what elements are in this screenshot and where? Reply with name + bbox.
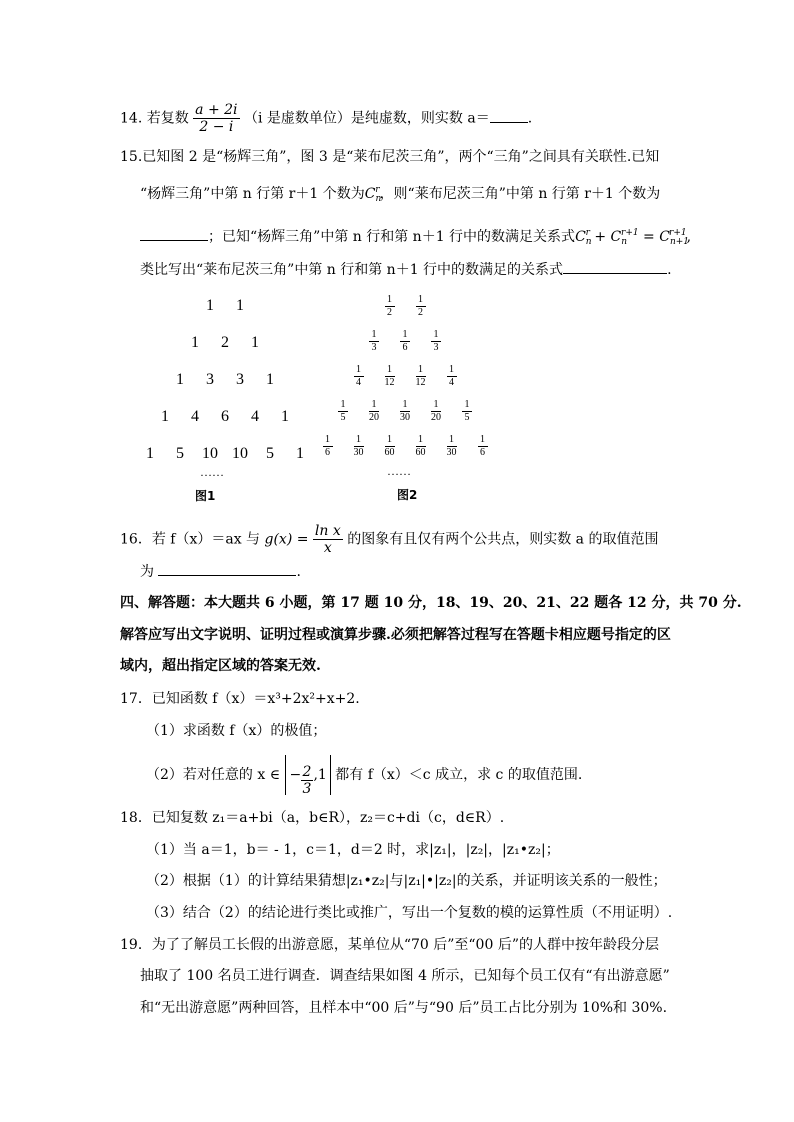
- yanghui-entry: 1: [146, 445, 154, 462]
- leibniz-entry: [411, 294, 431, 319]
- leibniz-denominator: 20: [369, 412, 379, 423]
- leibniz-denominator: 2: [418, 307, 423, 318]
- yanghui-entry: 1: [251, 334, 259, 351]
- q17-part2b: 都有 f（x）＜c 成立，求 c 的取值范围.: [335, 767, 583, 783]
- leibniz-denominator: 60: [415, 447, 426, 458]
- leibniz-numerator: 1: [385, 434, 395, 447]
- leibniz-numerator: 1: [354, 434, 364, 447]
- leibniz-numerator: 1: [385, 364, 395, 377]
- q14-frac-num: a + 2i: [195, 102, 238, 118]
- leibniz-entry: [380, 364, 400, 389]
- leibniz-denominator: 5: [340, 412, 346, 423]
- yanghui-entry: 3: [236, 371, 244, 388]
- figure2-caption: 图2: [397, 488, 418, 502]
- leibniz-entry: [395, 399, 415, 424]
- yanghui-entry: 4: [251, 408, 259, 425]
- yanghui-entry: 3: [206, 371, 214, 388]
- leibniz-entry: [411, 364, 431, 389]
- leibniz-denominator: 2: [387, 307, 392, 318]
- leibniz-numerator: 1: [447, 364, 457, 377]
- leibniz-numerator: 1: [416, 294, 426, 307]
- leibniz-denominator: 12: [415, 377, 426, 388]
- yanghui-entry: 10: [232, 445, 248, 462]
- yanghui-entry: 4: [191, 408, 199, 425]
- yanghui-entry: 1: [236, 297, 244, 314]
- q17-part2a: （2）若对任意的 x ∈: [146, 767, 281, 783]
- leibniz-entry: [349, 364, 369, 389]
- q16-frac-num: ln x: [314, 523, 341, 539]
- leibniz-entry: [318, 434, 338, 459]
- leibniz-numerator: 1: [416, 434, 426, 447]
- q16-answer-blank[interactable]: [158, 575, 296, 576]
- leibniz-numerator: 1: [431, 329, 441, 342]
- leibniz-denominator: 30: [353, 447, 364, 458]
- q18-part2: （2）根据（1）的计算结果猜想|z₁•z₂|与|z₁|•|z₂|的关系，并证明该关系的一般性；: [146, 873, 667, 889]
- yanghui-entry: 1: [206, 297, 214, 314]
- section4-line2: 解答应写出文字说明、证明过程或演算步骤.必须把解答过程写在答题卡相应题号指定的区: [120, 627, 671, 643]
- leibniz-denominator: 30: [446, 447, 457, 458]
- q17-fraction: [301, 764, 314, 797]
- q15-line2a: “杨辉三角”中第 n 行第 r＋1 个数为: [140, 186, 365, 202]
- q16-end: .: [296, 564, 301, 580]
- leibniz-numerator: 1: [354, 364, 364, 377]
- yanghui-entry: 5: [176, 445, 184, 462]
- q16-line1: [120, 523, 658, 556]
- leibniz-numerator: 1: [323, 434, 333, 447]
- q17-minus: −: [289, 767, 302, 783]
- leibniz-numerator: 1: [369, 399, 379, 412]
- q16-fraction: [313, 523, 343, 556]
- leibniz-denominator: 6: [402, 342, 408, 353]
- q16-g: g(x) =: [264, 531, 309, 548]
- yanghui-entry: 6: [221, 408, 229, 425]
- leibniz-entry: [442, 364, 462, 389]
- leibniz-numerator: 1: [385, 294, 395, 307]
- q14-suffix: .: [527, 110, 533, 127]
- q14-number: 14.: [120, 110, 143, 127]
- q18-part3: （3）结合（2）的结论进行类比或推广，写出一个复数的模的运算性质（不用证明）.: [146, 905, 673, 921]
- q16-frac-den: x: [323, 540, 332, 556]
- figure2-dots: ……: [387, 464, 411, 478]
- leibniz-denominator: 4: [356, 377, 361, 388]
- leibniz-denominator: 20: [431, 412, 441, 423]
- q19-line1: 19．为了了解员工长假的出游意愿，某单位从“70 后”至“00 后”的人群中按年龄段分层: [120, 937, 659, 953]
- leibniz-numerator: 1: [447, 434, 457, 447]
- q16-line2-text: 为: [140, 564, 154, 580]
- q15-line3a: ；已知“杨辉三角”中第 n 行和第 n＋1 行中的数满足关系式: [208, 229, 576, 245]
- leibniz-entry: [411, 434, 431, 459]
- q17-frac-num: 2: [302, 763, 312, 780]
- leibniz-denominator: 3: [433, 342, 439, 353]
- leibniz-denominator: 30: [400, 412, 410, 423]
- q17-part1: （1）求函数 f（x）的极值；: [146, 723, 327, 739]
- q17-part2: [146, 750, 582, 800]
- leibniz-numerator: 1: [400, 329, 410, 342]
- leibniz-entry: [364, 399, 384, 424]
- q15-line4-text: 类比写出“莱布尼茨三角”中第 n 行和第 n＋1 行中的数满足的关系式: [140, 262, 564, 278]
- leibniz-entry: [349, 434, 369, 459]
- q15-line3: ；已知“杨辉三角”中第 n 行和第 n＋1 行中的数满足关系式$C_n^r + C_n^{r+1} = C_{n+1}^{r+1}$,: [140, 223, 691, 252]
- yanghui-entry: 1: [296, 445, 304, 462]
- q14: [120, 102, 532, 135]
- yanghui-entry: 10: [202, 445, 218, 462]
- section4-line1: 四、解答题：本大题共 6 小题，第 17 题 10 分，18、19、20、21、22 题各 12 分，共 70 分.: [120, 595, 742, 611]
- q15-line1: 15.已知图 2 是“杨辉三角”，图 3 是“莱布尼茨三角”，两个“三角”之间具有关联性.已知: [120, 149, 660, 165]
- leibniz-numerator: 1: [369, 329, 379, 342]
- leibniz-entry: [426, 329, 446, 354]
- q17-frac-den: 3: [302, 780, 312, 797]
- leibniz-entry: [380, 434, 400, 459]
- leibniz-numerator: 1: [478, 434, 488, 447]
- q14-answer-blank[interactable]: [490, 122, 528, 123]
- leibniz-entry: [333, 399, 353, 424]
- leibniz-numerator: 1: [338, 399, 348, 412]
- leibniz-denominator: 6: [325, 447, 330, 458]
- leibniz-denominator: 6: [480, 447, 485, 458]
- q15-line2b: ，则“莱布尼茨三角”中第 n 行第 r＋1 个数为: [379, 186, 661, 202]
- q14-fraction: [193, 102, 239, 135]
- q19-line3: 和“无出游意愿”两种回答，且样本中“00 后”与“90 后”员工占比分别为 10%和 30%.: [140, 1000, 668, 1016]
- q16-line2: [140, 562, 301, 582]
- section4-line3: 域内，超出指定区域的答案无效.: [120, 658, 321, 674]
- leibniz-entry: [473, 434, 493, 459]
- q15-line4: [140, 260, 672, 280]
- leibniz-denominator: 3: [371, 342, 377, 353]
- q18-part1: （1）当 a＝1，b＝ - 1，c＝1，d＝2 时，求|z₁|，|z₂|，|z₁•z₂|；: [146, 842, 560, 858]
- q15-blank1[interactable]: [140, 240, 208, 241]
- q17-stem: 17．已知函数 f（x）＝x³+2x²+x+2.: [120, 691, 360, 707]
- leibniz-entry: [364, 329, 384, 354]
- leibniz-numerator: 1: [400, 399, 410, 412]
- q14-frac-den: 2 − i: [199, 119, 234, 135]
- leibniz-denominator: 60: [384, 447, 395, 458]
- leibniz-denominator: 4: [449, 377, 454, 388]
- q16-line1b: 的图象有且仅有两个公共点，则实数 a 的取值范围: [347, 531, 659, 548]
- q17-tail: ,1: [313, 767, 327, 783]
- leibniz-entry: [380, 294, 400, 319]
- q14-prefix: 若复数: [146, 110, 189, 127]
- figure-yanghui-triangle: [130, 295, 310, 505]
- leibniz-denominator: 5: [464, 412, 470, 423]
- leibniz-numerator: 1: [462, 399, 472, 412]
- q15-relation: $C_n^r + C_n^{r+1} = C_{n+1}^{r+1}$: [575, 228, 690, 247]
- q19-line2: 抽取了 100 名员工进行调查．调查结果如图 4 所示，已知每个员工仅有“有出游意愿”: [140, 968, 670, 984]
- yanghui-entry: 5: [266, 445, 274, 462]
- leibniz-numerator: 1: [416, 364, 426, 377]
- figure1-dots: ……: [200, 465, 224, 479]
- leibniz-entry: [457, 399, 477, 424]
- yanghui-entry: 1: [266, 371, 274, 388]
- figure1-caption: 图1: [195, 489, 216, 503]
- yanghui-entry: 1: [161, 408, 169, 425]
- yanghui-entry: 1: [281, 408, 289, 425]
- q17-interval: [285, 755, 331, 795]
- q16-line1a: 16．若 f（x）＝ax 与: [120, 531, 261, 548]
- q14-mid: （i 是虚数单位）是纯虚数，则实数 a＝: [244, 110, 490, 127]
- leibniz-numerator: 1: [431, 399, 441, 412]
- q18-stem: 18．已知复数 z₁＝a+bi（a，b∈R），z₂＝c+di（c，d∈R）.: [120, 810, 505, 826]
- q15-line2: [140, 180, 660, 209]
- leibniz-denominator: 12: [384, 377, 395, 388]
- q15-blank2[interactable]: [563, 273, 667, 274]
- q15-line4-end: .: [667, 262, 672, 278]
- yanghui-entry: 1: [191, 334, 199, 351]
- q15-binomial: $C_n^r$: [364, 185, 382, 204]
- leibniz-entry: [395, 329, 415, 354]
- yanghui-entry: 2: [221, 334, 229, 351]
- figure-leibniz-triangle: [315, 292, 500, 507]
- yanghui-entry: 1: [176, 371, 184, 388]
- leibniz-entry: [426, 399, 446, 424]
- leibniz-entry: [442, 434, 462, 459]
